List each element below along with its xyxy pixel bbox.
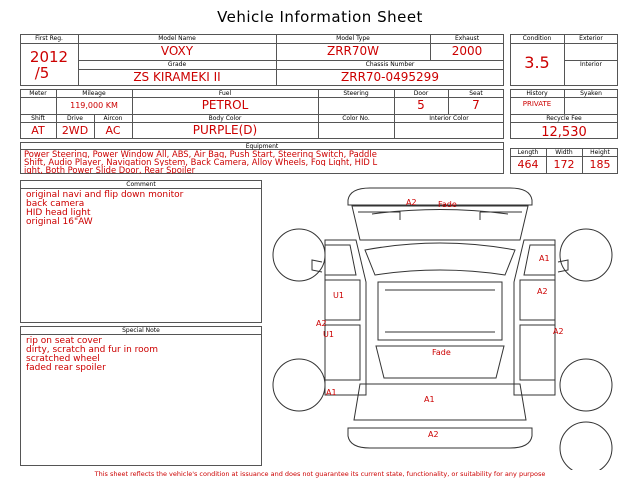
steering-label: Steering: [343, 90, 369, 97]
recycle-fee-label: Recycle Fee: [546, 115, 582, 122]
rear-bumper: [348, 428, 532, 448]
comment-item: original navi and flip down monitor: [26, 190, 184, 200]
door-label: Door: [413, 90, 429, 97]
seat-value: 7: [472, 98, 480, 112]
sheet-title: Vehicle Information Sheet: [217, 8, 423, 26]
damage-mark: A2: [406, 198, 417, 207]
condition-value: 3.5: [524, 53, 550, 72]
length-value: 464: [517, 158, 539, 171]
seat-label: Seat: [469, 90, 483, 97]
comment-label: Comment: [126, 181, 156, 188]
car-damage-diagram: [270, 180, 620, 470]
fuel-label: Fuel: [218, 90, 232, 97]
grade-label: Grade: [167, 61, 187, 68]
exterior-label: Exterior: [579, 35, 603, 42]
special-note-list: [26, 337, 260, 373]
shift-label: Shift: [31, 115, 45, 122]
comment-item: back camera: [26, 199, 85, 209]
comment-list: [26, 191, 260, 227]
special-note-item: scratched wheel: [26, 354, 100, 364]
special-note-item: dirty, scratch and fur in room: [26, 345, 158, 355]
damage-mark: A2: [537, 287, 548, 296]
equipment-line-1: Power Steering, Power Window All, ABS, Air Bag, Push Start, Steering Switch, Paddle: [24, 150, 377, 158]
wheel-rear-right: [560, 359, 612, 411]
first-reg-label: First Reg.: [35, 35, 63, 42]
recycle-fee-value: 12,530: [541, 125, 587, 140]
width-value: 172: [553, 158, 575, 171]
interior-label: Interior: [580, 61, 602, 68]
damage-mark: U1: [333, 291, 344, 300]
model-name-value: VOXY: [160, 44, 194, 58]
damage-mark: A1: [424, 395, 435, 404]
special-note-item: faded rear spoiler: [26, 363, 106, 373]
damage-mark: A1: [539, 254, 550, 263]
damage-mark: A2: [316, 319, 327, 328]
fuel-value: PETROL: [201, 98, 249, 112]
damage-mark: A2: [553, 327, 564, 336]
exhaust-label: Exhaust: [454, 35, 480, 42]
wheel-front-left: [273, 229, 325, 281]
chassis-label: Chassis Number: [365, 61, 415, 68]
height-value: 185: [589, 158, 611, 171]
comment-item: HID head light: [26, 208, 91, 218]
damage-mark: Fade: [432, 348, 451, 357]
special-note-label: Special Note: [122, 327, 160, 334]
equipment-line-2: Shift, Audio Player, Navigation System, Back Camera, Alloy Wheels, Fog Light, HID L: [24, 158, 378, 166]
model-type-value: ZRR70W: [326, 44, 380, 58]
height-label: Height: [590, 149, 610, 156]
mileage-value: 119,000 KM: [70, 101, 118, 110]
history-label: History: [526, 90, 548, 97]
aircon-value: AC: [105, 124, 121, 137]
damage-mark: A2: [428, 430, 439, 439]
width-label: Width: [555, 149, 573, 156]
comment-item: original 16"AW: [26, 217, 93, 227]
wheel-front-right: [560, 229, 612, 281]
body-color-value: PURPLE(D): [192, 123, 258, 137]
exhaust-value: 2000: [451, 44, 483, 58]
grade-value: ZS KIRAMEKI II: [133, 70, 221, 84]
history-value: PRIVATE: [522, 100, 552, 108]
first-reg-year: 2012: [29, 48, 69, 66]
length-label: Length: [517, 149, 539, 156]
color-no-label: Color No.: [342, 115, 370, 122]
footer-disclaimer: This sheet reflects the vehicle's condition at issuance and does not guarantee its current state, functionality, or suitability for any purpose: [94, 470, 546, 478]
body-color-label: Body Color: [208, 115, 242, 122]
drive-value: 2WD: [61, 124, 89, 137]
damage-mark: U1: [323, 330, 334, 339]
condition-label: Condition: [522, 35, 552, 42]
damage-mark: Fade: [438, 200, 457, 209]
syaken-label: Syaken: [580, 90, 602, 97]
equipment-label: Equipment: [245, 143, 279, 150]
chassis-value: ZRR70-0495299: [341, 70, 439, 84]
equipment-line-3: ight, Both Power Slide Door, Rear Spoiler: [24, 166, 196, 174]
model-name-label: Model Name: [158, 35, 196, 42]
shift-value: AT: [31, 124, 45, 137]
meter-label: Meter: [29, 90, 47, 97]
model-type-label: Model Type: [336, 35, 370, 42]
first-reg-month: /5: [34, 64, 50, 82]
interior-color-label: Interior Color: [429, 115, 469, 122]
spare-wheel: [560, 422, 612, 470]
wheel-rear-left: [273, 359, 325, 411]
door-value: 5: [417, 98, 425, 112]
drive-label: Drive: [67, 115, 83, 122]
mileage-label: Mileage: [82, 90, 106, 97]
aircon-label: Aircon: [103, 115, 123, 122]
damage-mark: A1: [326, 388, 337, 397]
special-note-item: rip on seat cover: [26, 336, 102, 346]
